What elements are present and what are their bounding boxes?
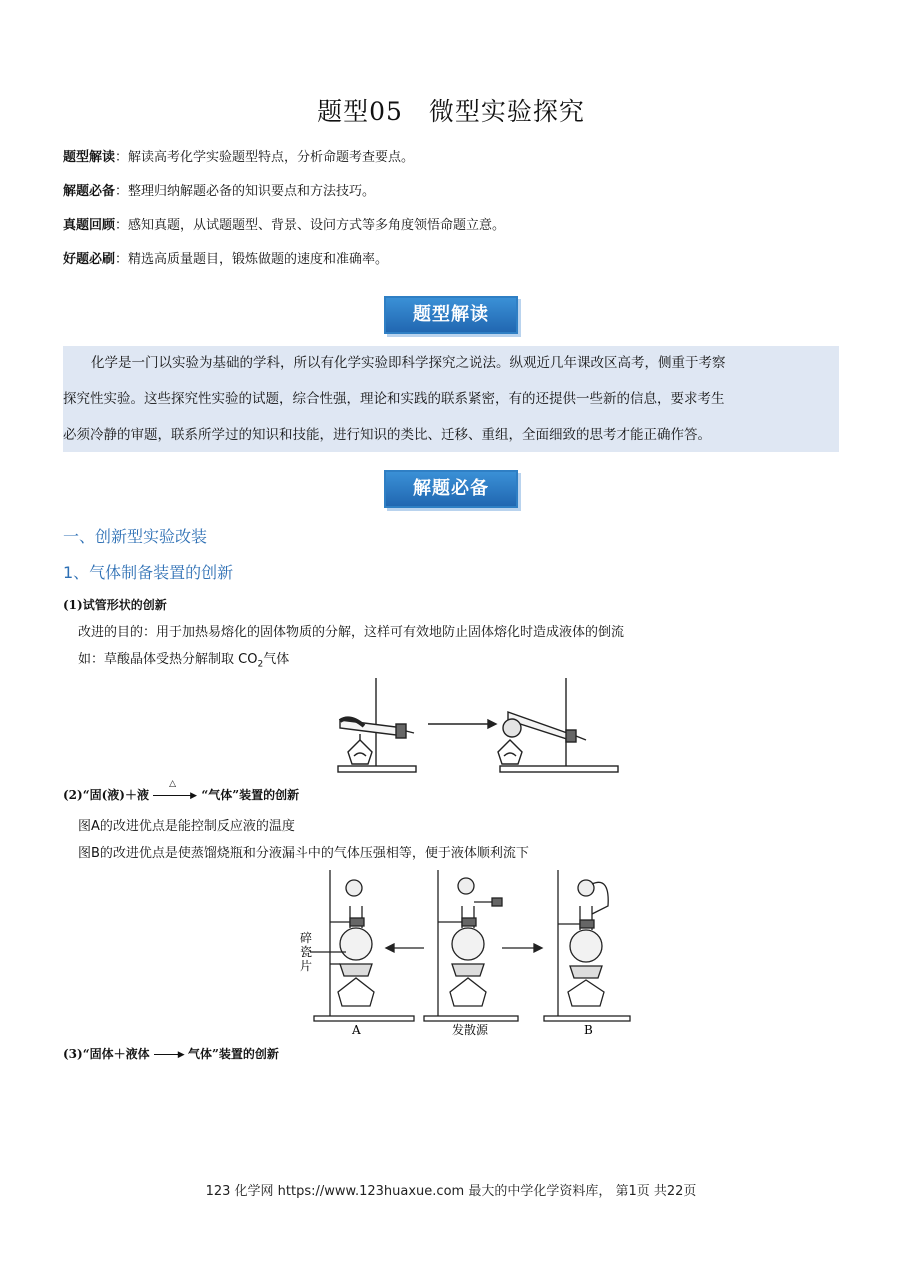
arrow-shaft xyxy=(154,1054,180,1055)
panel-line-3: 必须冷静的审题，联系所学过的知识和技能，进行知识的类比、迁移、重组，全面细致的思考才能正确作答。 xyxy=(63,427,711,443)
label-chips-2: 瓷 xyxy=(300,945,313,959)
intro-text: ：解读高考化学实验题型特点，分析命题考查要点。 xyxy=(115,150,415,165)
page-footer: 123 化学网 https://www.123huaxue.com 最大的中学化学资料库， 第1页 共22页 xyxy=(205,1184,697,1199)
item1-heading: (1)试管形状的创新 xyxy=(63,598,167,612)
item2-line-a: 图A的改进优点是能控制反应液的温度 xyxy=(78,819,295,834)
intro-label: 解题必备 xyxy=(63,184,116,199)
example-suffix: 气体 xyxy=(263,652,290,667)
arrow-head-icon: ▶ xyxy=(190,791,198,801)
intro-label: 好题必刷 xyxy=(63,252,116,267)
delta-symbol: △ xyxy=(169,779,177,789)
title-part-1: 题型05 xyxy=(317,97,403,126)
intro-label: 题型解读 xyxy=(63,150,116,165)
intro-line-3 xyxy=(63,214,505,233)
intro-label: 真题回顾 xyxy=(63,218,116,233)
arrow-head-icon: ▶ xyxy=(177,1050,185,1060)
intro-text: ：整理归纳解题必备的知识要点和方法技巧。 xyxy=(115,184,376,199)
heading-text: “气体”装置的创新 xyxy=(201,788,300,802)
intro-text: ：感知真题，从试题题型、背景、设问方式等多角度领悟命题立意。 xyxy=(115,218,506,233)
panel-line-2: 探究性实验。这些探究性实验的试题，综合性强，理论和实践的联系紧密，有的还提供一些新的信息，要求考生 xyxy=(63,391,725,407)
label-chips-3: 片 xyxy=(300,959,313,973)
item2-heading xyxy=(63,779,300,803)
item1-example xyxy=(78,648,289,670)
figure-test-tube-apparatus xyxy=(330,674,780,779)
banner-label: 题型解读 xyxy=(384,296,518,334)
example-text: 如：草酸晶体受热分解制取 CO xyxy=(78,652,258,667)
item2-line-b: 图B的改进优点是使蒸馏烧瓶和分液漏斗中的气体压强相等，便于液体顺利流下 xyxy=(78,846,529,861)
item1-purpose: 改进的目的：用于加热易熔化的固体物质的分解，这样可有效地防止固体熔化时造成液体的倒流 xyxy=(78,625,625,640)
subscript: 2 xyxy=(257,659,264,670)
section-heading: 一、创新型实验改装 xyxy=(63,527,208,546)
figure-flask-apparatus xyxy=(296,866,636,1038)
heat-arrow xyxy=(153,779,198,801)
title-part-2: 微型实验探究 xyxy=(428,97,585,126)
dots-decoration xyxy=(426,289,476,295)
intro-line-2 xyxy=(63,180,375,199)
intro-line-4 xyxy=(63,248,388,267)
intro-line-1 xyxy=(63,146,414,165)
banner-essentials xyxy=(384,470,518,508)
label-a: A xyxy=(352,1023,361,1037)
intro-text: ：精选高质量题目，锻炼做题的速度和准确率。 xyxy=(115,252,389,267)
banner-interpret xyxy=(384,296,518,334)
panel-line-1: 化学是一门以实验为基础的学科，所以有化学实验即科学探究之说法。纵观近几年课改区高考，侧重于考察 xyxy=(91,355,726,371)
heading-text: (2)“固(液)＋液 xyxy=(63,788,149,802)
arrow-shaft xyxy=(153,795,191,796)
item3-heading xyxy=(63,1045,279,1062)
label-source: 发散源 xyxy=(452,1023,489,1037)
page-title xyxy=(0,92,902,128)
label-b: B xyxy=(584,1023,593,1037)
subsection-heading: 1、气体制备装置的创新 xyxy=(63,563,234,582)
reaction-arrow xyxy=(154,1046,184,1058)
label-chips-1: 碎 xyxy=(300,931,313,945)
heading-text: (3)“固体＋液体 xyxy=(63,1047,150,1061)
banner-label: 解题必备 xyxy=(384,470,518,508)
intro-panel xyxy=(63,346,839,452)
dots-decoration xyxy=(426,463,476,469)
heading-text: 气体”装置的创新 xyxy=(187,1047,279,1061)
